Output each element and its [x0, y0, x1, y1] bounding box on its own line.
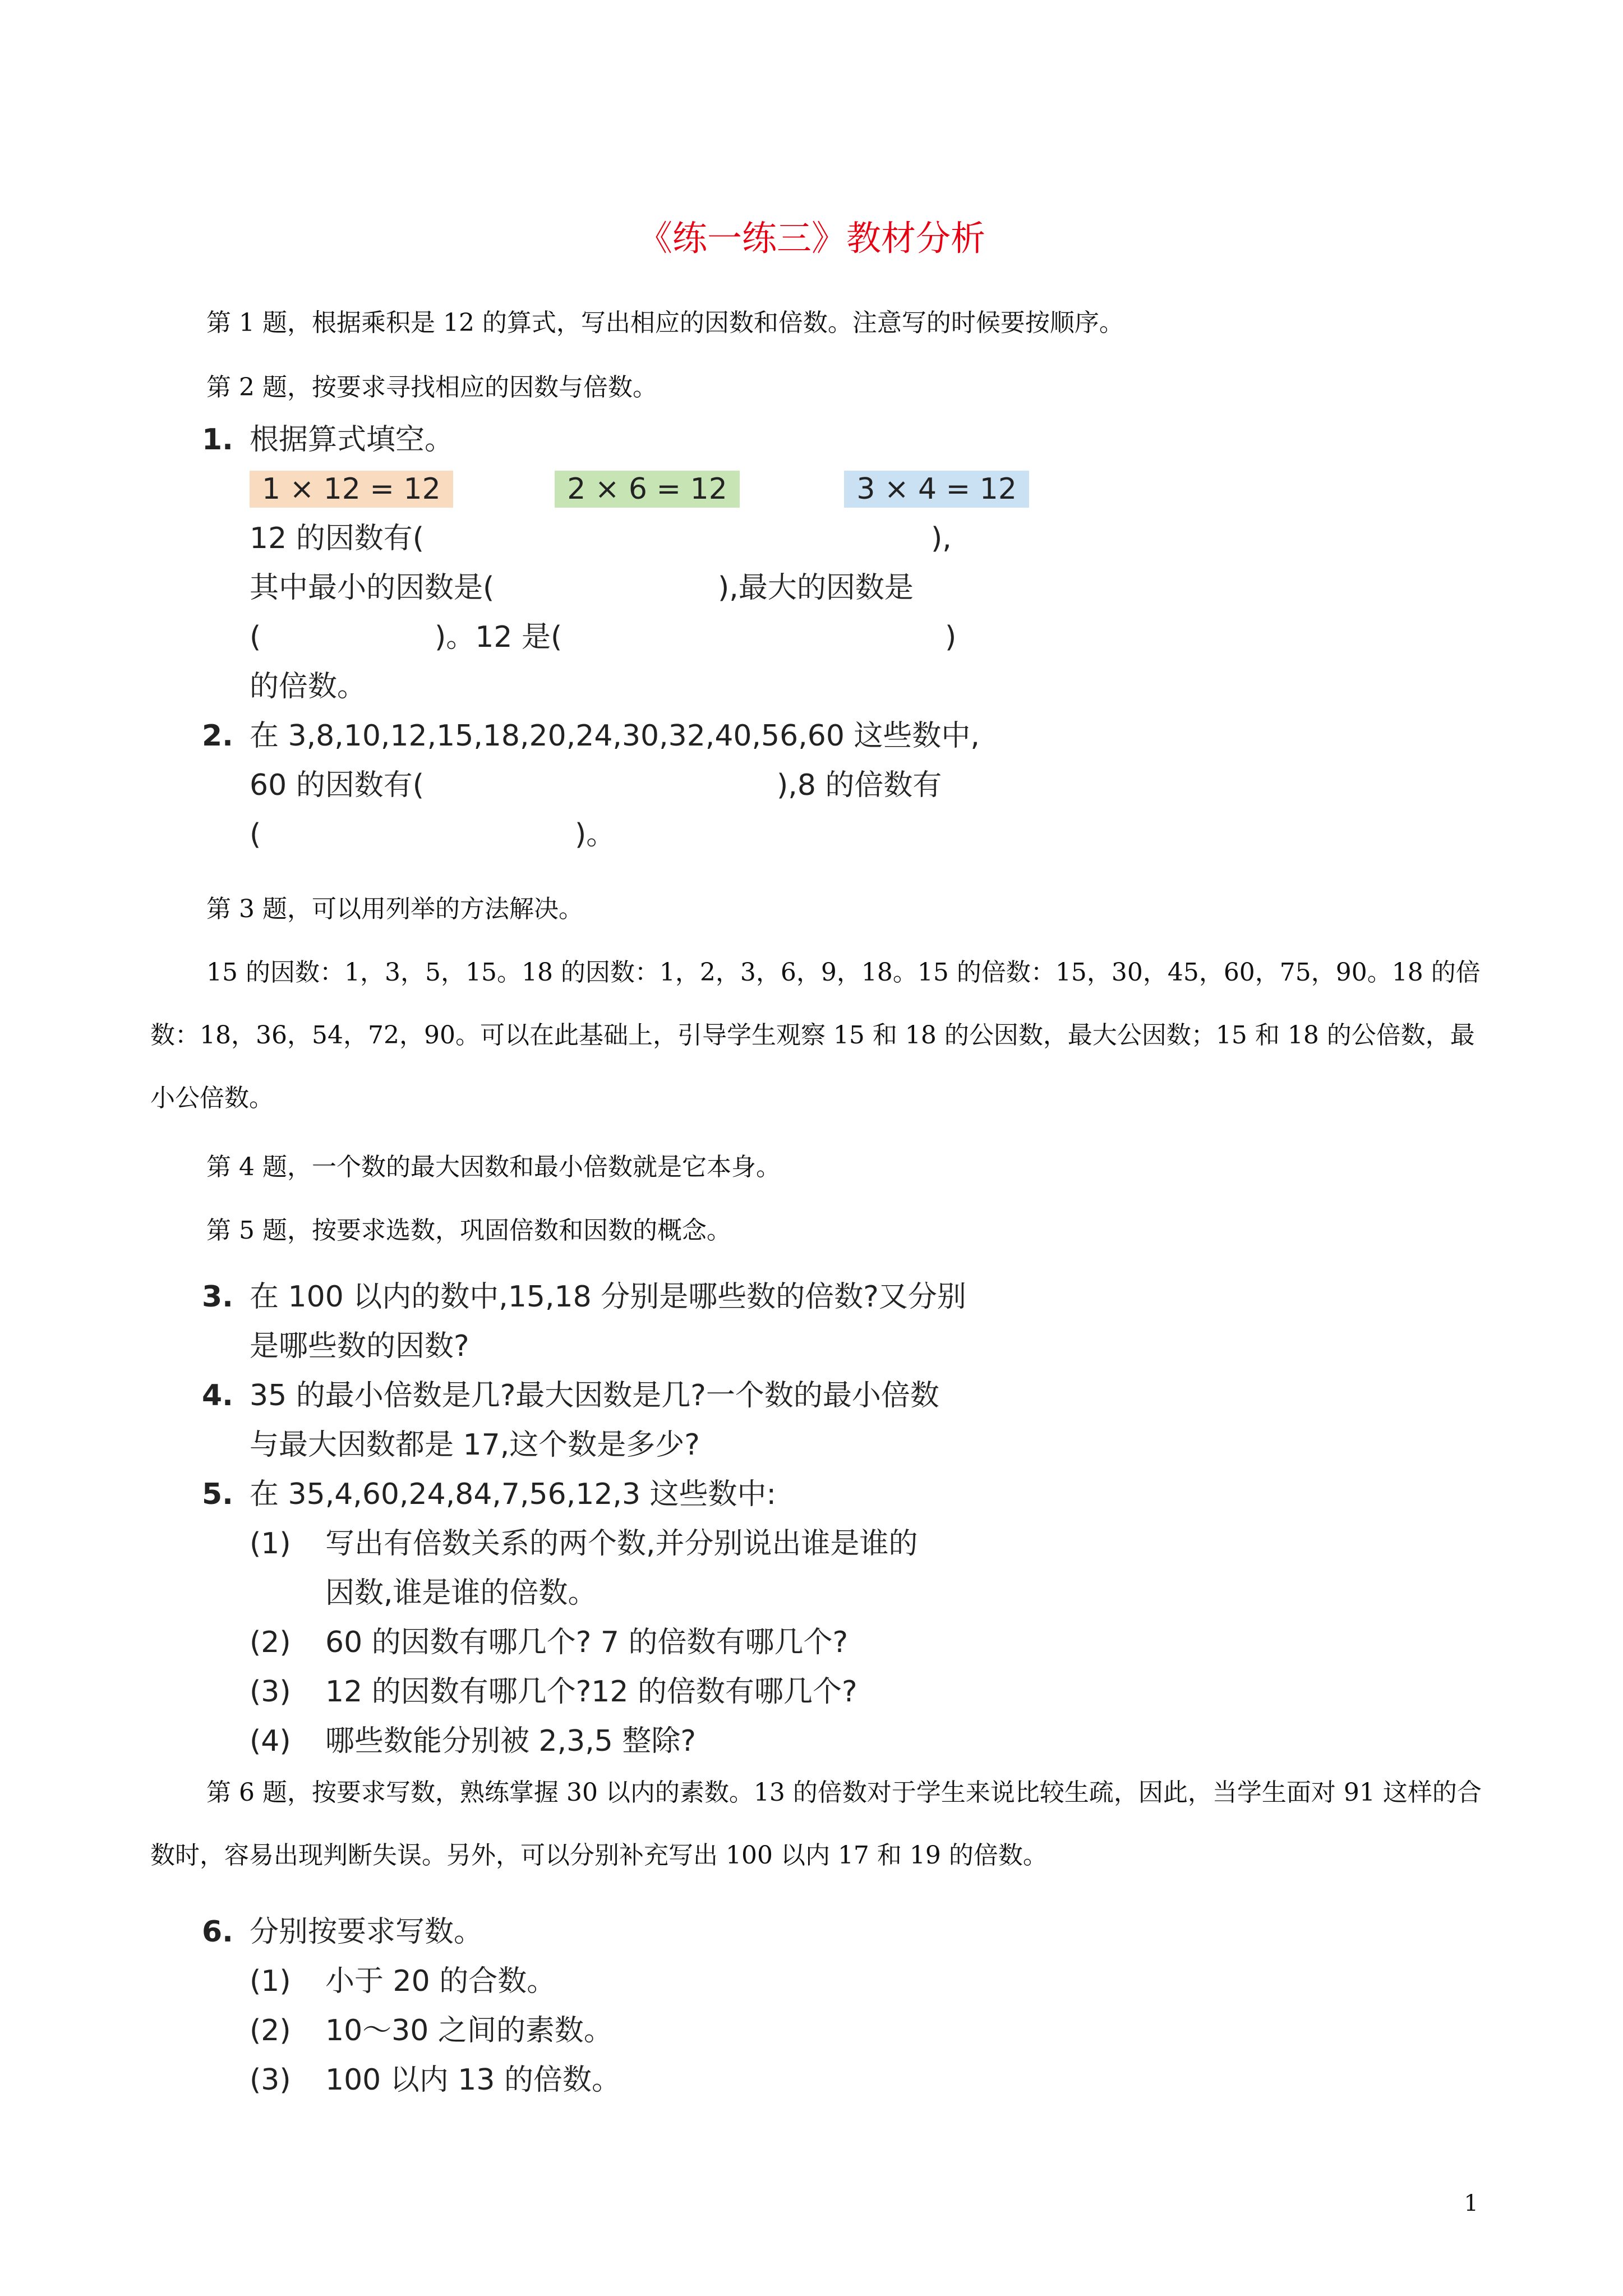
- question-3: [202, 1272, 965, 1322]
- question-number: 2.: [202, 719, 233, 753]
- paragraph-q2: 第 2 题，按要求寻找相应的因数与倍数。: [206, 373, 657, 402]
- question-number: 1.: [202, 423, 233, 457]
- question-4: [202, 1371, 965, 1420]
- question-number: 4.: [202, 1379, 233, 1412]
- blank-label: )。12 是(: [435, 620, 562, 654]
- sub-question-1: [202, 1519, 965, 1568]
- sub-question-label: (1): [250, 1964, 291, 1998]
- page-number: 1: [1464, 2191, 1478, 2216]
- exercise-box-1: [202, 415, 1017, 859]
- paragraph-q4: 第 4 题，一个数的最大因数和最小倍数就是它本身。: [206, 1153, 781, 1181]
- fill-line-min-max: [202, 563, 965, 613]
- question-text: 在 3,8,10,12,15,18,20,24,30,32,40,56,60 这些数中,: [250, 719, 980, 753]
- paragraph-q1: 第 1 题，根据乘积是 12 的算式，写出相应的因数和倍数。注意写的时候要按顺序。: [206, 309, 1124, 337]
- blank-close: ): [945, 620, 957, 654]
- sub-question-4: [202, 1717, 965, 1766]
- exercise-box-2: [202, 1272, 965, 1766]
- blank-close: )。: [575, 818, 616, 852]
- paragraph-q5: 第 5 题，按要求选数，巩固倍数和因数的概念。: [206, 1216, 731, 1245]
- sub-question-2: [202, 1618, 965, 1667]
- question-text: 根据算式填空。: [250, 423, 454, 457]
- blank-label: 60 的因数有(: [250, 769, 424, 802]
- question-text-continued: 与最大因数都是 17,这个数是多少?: [250, 1428, 700, 1462]
- question-number: 6.: [202, 1915, 233, 1949]
- equation-2: 2 × 6 = 12: [555, 471, 740, 508]
- sub-question-label: (2): [250, 1626, 291, 1659]
- sub-question-3: [202, 1667, 965, 1717]
- page-title: 《练一练三》教材分析: [637, 218, 985, 259]
- question-text: 35 的最小倍数是几?最大因数是几?一个数的最小倍数: [250, 1379, 939, 1412]
- fill-line-end: 的倍数。: [250, 670, 367, 703]
- sub-question-label: (4): [250, 1724, 291, 1758]
- blank-close: ),8 的倍数有: [777, 769, 942, 802]
- sub-question-label: (3): [250, 2063, 291, 2097]
- sub-question-text: 100 以内 13 的倍数。: [325, 2063, 621, 2097]
- fill-line-q2b: [202, 810, 965, 859]
- blank-label: 其中最小的因数是(: [250, 571, 495, 605]
- sub-question-text-continued: 因数,谁是谁的倍数。: [325, 1576, 597, 1610]
- paragraph-q6: 第 6 题，按要求写数，熟练掌握 30 以内的素数。13 的倍数对于学生来说比较生疏，因此，当学生面对 91 这样的合数时，容易出现判断失误。另外，可以分别补充写出 100 以内 17 和 19 的倍数。: [150, 1778, 1482, 1870]
- sub-question-text: 哪些数能分别被 2,3,5 整除?: [325, 1724, 696, 1758]
- sub-question-2: [202, 2006, 965, 2055]
- equation-1: 1 × 12 = 12: [250, 471, 453, 508]
- paragraph-q3: 第 3 题，可以用列举的方法解决。: [206, 895, 583, 923]
- sub-question-3: [202, 2055, 965, 2105]
- paragraph-q3-detail: 15 的因数：1，3，5，15。18 的因数：1，2，3，6，9，18。15 的倍数：15，30，45，60，75，90。18 的倍数：18，36，54，72，90。可以在此基础上，引导学生观察 15 和 18 的公因数，最大公因数；15 和 18 的公倍数，最小公倍数。: [150, 958, 1481, 1112]
- sub-question-text: 12 的因数有哪几个?12 的倍数有哪几个?: [325, 1675, 857, 1709]
- question-6: [202, 1907, 965, 1957]
- sub-question-1: [202, 1957, 965, 2006]
- equation-row: [202, 464, 1017, 514]
- blank-open: (: [250, 620, 261, 654]
- question-text: 分别按要求写数。: [250, 1915, 483, 1949]
- question-text: 在 100 以内的数中,15,18 分别是哪些数的倍数?又分别: [250, 1280, 966, 1314]
- exercise-box-3: [202, 1907, 965, 2105]
- blank-label: 12 的因数有(: [250, 522, 424, 555]
- question-1: [202, 415, 965, 464]
- sub-question-text: 60 的因数有哪几个? 7 的倍数有哪几个?: [325, 1626, 849, 1659]
- sub-question-text: 10～30 之间的素数。: [325, 2014, 613, 2047]
- blank-close: ),最大的因数是: [718, 571, 914, 605]
- fill-line-q2: [202, 761, 965, 810]
- sub-question-label: (3): [250, 1675, 291, 1709]
- fill-line-factors: [202, 514, 965, 563]
- sub-question-label: (2): [250, 2014, 291, 2047]
- question-number: 3.: [202, 1280, 233, 1314]
- sub-question-text: 小于 20 的合数。: [325, 1964, 556, 1998]
- question-number: 5.: [202, 1478, 233, 1511]
- sub-question-label: (1): [250, 1527, 291, 1561]
- question-text: 在 35,4,60,24,84,7,56,12,3 这些数中:: [250, 1478, 777, 1511]
- sub-question-text: 写出有倍数关系的两个数,并分别说出谁是谁的: [325, 1527, 918, 1561]
- blank-open: (: [250, 818, 261, 852]
- fill-line-multiple: [202, 613, 965, 662]
- question-text-continued: 是哪些数的因数?: [250, 1329, 469, 1363]
- blank-close: ),: [931, 522, 952, 555]
- equation-3: 3 × 4 = 12: [844, 471, 1029, 508]
- question-5: [202, 1470, 965, 1519]
- question-2: [202, 711, 980, 761]
